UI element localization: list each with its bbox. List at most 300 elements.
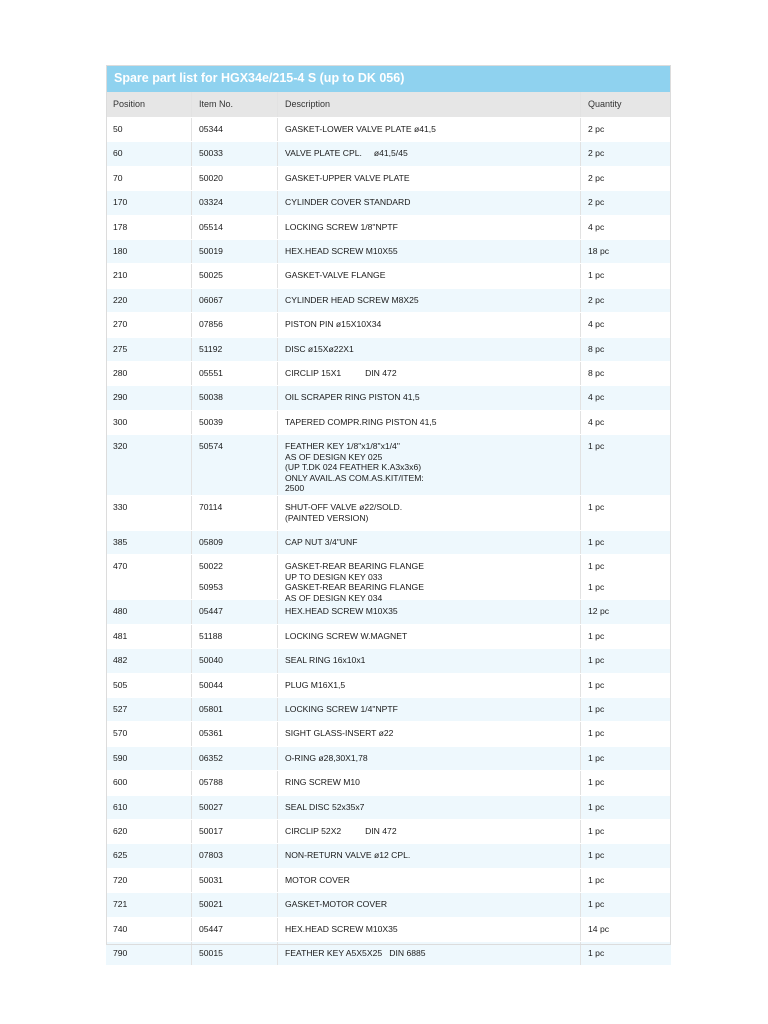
quantity-cell-text: 1 pc: [588, 537, 605, 548]
item-no-cell-text: 50039: [199, 416, 223, 427]
item-no-cell: [192, 698, 278, 721]
description-cell-text: CYLINDER COVER STANDARD: [285, 197, 411, 208]
quantity-cell: [581, 722, 671, 745]
position-cell-text: 60: [113, 148, 123, 159]
position-cell: [106, 362, 192, 385]
item-no-cell: [192, 313, 278, 336]
position-cell: [106, 796, 192, 819]
position-cell: [106, 118, 192, 141]
table-row: [106, 435, 671, 496]
description-cell-text: DISC ø15Xø22X1: [285, 343, 354, 354]
quantity-cell-text: 4 pc: [588, 416, 605, 427]
description-cell: [278, 942, 581, 965]
position-cell-text: 210: [113, 270, 128, 281]
quantity-cell-text: 1 pc: [588, 947, 605, 958]
description-cell: [278, 722, 581, 745]
item-no-cell: [192, 722, 278, 745]
position-cell-text: 527: [113, 704, 128, 715]
quantity-cell: [581, 893, 671, 916]
description-cell-text: GASKET-REAR BEARING FLANGE: [285, 582, 424, 593]
description-cell-text: AS OF DESIGN KEY 025: [285, 451, 383, 462]
description-cell-text: RING SCREW M10: [285, 777, 360, 788]
quantity-cell-text: 2 pc: [588, 172, 605, 183]
description-cell-text: TAPERED COMPR.RING PISTON 41,5: [285, 416, 437, 427]
item-no-cell-text: 05447: [199, 606, 223, 617]
table-row: [106, 362, 671, 386]
quantity-cell: [581, 264, 671, 287]
position-cell: [106, 918, 192, 941]
quantity-cell: [581, 820, 671, 843]
position-cell-text: 280: [113, 367, 128, 378]
description-cell-text: GASKET-UPPER VALVE PLATE: [285, 172, 410, 183]
description-cell: [278, 555, 581, 603]
quantity-cell: [581, 649, 671, 672]
item-no-cell-text: 51192: [199, 343, 223, 354]
position-cell-text: 482: [113, 655, 128, 666]
position-cell: [106, 435, 192, 495]
position-cell: [106, 289, 192, 312]
item-no-cell-text: 06352: [199, 752, 223, 763]
quantity-cell-text: 8 pc: [588, 343, 605, 354]
column-header-item-no: Item No.: [192, 92, 278, 117]
table-row: [106, 674, 671, 698]
table-row: [106, 264, 671, 288]
position-cell-text: 481: [113, 630, 128, 641]
item-no-cell: [192, 435, 278, 495]
description-cell: [278, 747, 581, 770]
description-cell: [278, 820, 581, 843]
item-no-cell: [192, 240, 278, 263]
item-no-cell: [192, 844, 278, 867]
description-cell: [278, 142, 581, 165]
item-no-cell: [192, 191, 278, 214]
description-cell: [278, 191, 581, 214]
description-cell-text: UP TO DESIGN KEY 033: [285, 571, 383, 582]
position-cell: [106, 167, 192, 190]
position-cell: [106, 313, 192, 336]
item-no-cell: [192, 289, 278, 312]
table-row: [106, 844, 671, 868]
description-cell-text: GASKET-VALVE FLANGE: [285, 270, 386, 281]
position-cell-text: 270: [113, 319, 128, 330]
quantity-cell: [581, 844, 671, 867]
quantity-cell-text: 14 pc: [588, 923, 610, 934]
item-no-cell-text: 05551: [199, 367, 223, 378]
item-no-cell-text: 50025: [199, 270, 223, 281]
description-cell-text: ONLY AVAIL.AS COM.AS.KIT/ITEM:: [285, 472, 424, 483]
quantity-cell-text: 1 pc: [588, 752, 605, 763]
description-cell-text: FEATHER KEY 1/8"x1/8"x1/4": [285, 441, 400, 452]
item-no-cell-text: 06067: [199, 294, 223, 305]
table-row: [106, 240, 671, 264]
table-row: [106, 893, 671, 917]
item-no-cell-text: 05447: [199, 923, 223, 934]
item-no-cell: [192, 796, 278, 819]
item-no-cell: [192, 555, 278, 599]
item-no-cell: [192, 649, 278, 672]
quantity-cell-text: 1 pc: [588, 874, 605, 885]
quantity-cell: [581, 555, 671, 599]
description-cell: [278, 649, 581, 672]
position-cell-text: 300: [113, 416, 128, 427]
item-no-cell-text: [199, 572, 277, 583]
quantity-cell: [581, 118, 671, 141]
description-cell: [278, 240, 581, 263]
description-cell: [278, 674, 581, 697]
quantity-cell: [581, 918, 671, 941]
column-header-position: Position: [106, 92, 192, 117]
table-row: [106, 531, 671, 555]
table-row: [106, 167, 671, 191]
position-cell-text: 170: [113, 197, 128, 208]
item-no-cell-text: 05809: [199, 537, 223, 548]
description-cell: [278, 796, 581, 819]
item-no-cell-text: 50019: [199, 245, 223, 256]
position-cell-text: 220: [113, 294, 128, 305]
item-no-cell-text: 50020: [199, 172, 223, 183]
item-no-cell-text: 05801: [199, 704, 223, 715]
description-cell-text: LOCKING SCREW 1/4"NPTF: [285, 704, 398, 715]
table-row: [106, 118, 671, 142]
item-no-cell: [192, 338, 278, 361]
description-cell: [278, 411, 581, 434]
quantity-cell: [581, 496, 671, 530]
position-cell-text: 721: [113, 899, 128, 910]
position-cell: [106, 555, 192, 599]
position-cell-text: 70: [113, 172, 123, 183]
position-cell: [106, 820, 192, 843]
position-cell-text: 385: [113, 537, 128, 548]
item-no-cell-text: 50574: [199, 441, 223, 452]
quantity-cell: [581, 313, 671, 336]
description-cell: [278, 264, 581, 287]
table-row: [106, 411, 671, 435]
item-no-cell: [192, 216, 278, 239]
item-no-cell-text: 50022: [199, 561, 223, 572]
description-cell-text: OIL SCRAPER RING PISTON 41,5: [285, 392, 420, 403]
table-row: [106, 313, 671, 337]
description-cell: [278, 496, 581, 530]
description-cell: [278, 893, 581, 916]
position-cell: [106, 531, 192, 554]
quantity-cell: [581, 167, 671, 190]
item-no-cell: [192, 362, 278, 385]
position-cell: [106, 942, 192, 965]
position-cell: [106, 191, 192, 214]
item-no-cell-text: 05514: [199, 221, 223, 232]
item-no-cell: [192, 118, 278, 141]
item-no-cell-text: 50033: [199, 148, 223, 159]
quantity-cell-text: 8 pc: [588, 367, 605, 378]
description-cell-text: 2500: [285, 483, 305, 494]
quantity-cell-text: 1 pc: [588, 850, 605, 861]
description-cell-text: LOCKING SCREW 1/8"NPTF: [285, 221, 398, 232]
item-no-cell: [192, 386, 278, 409]
table-header: [106, 92, 671, 118]
item-no-cell-text: 50038: [199, 392, 223, 403]
item-no-cell-text: 50040: [199, 655, 223, 666]
item-no-cell-text: 05344: [199, 124, 223, 134]
description-cell-text: (PAINTED VERSION): [285, 512, 369, 523]
position-cell-text: 50: [113, 124, 123, 134]
table-row: [106, 771, 671, 795]
description-cell-text: CAP NUT 3/4"UNF: [285, 537, 358, 548]
description-cell-text: GASKET-REAR BEARING FLANGE: [285, 561, 424, 572]
quantity-cell: [581, 362, 671, 385]
description-cell-text: HEX.HEAD SCREW M10X35: [285, 923, 398, 934]
quantity-cell-text: 1 pc: [588, 704, 605, 715]
position-cell: [106, 747, 192, 770]
description-cell-text: SEAL DISC 52x35x7: [285, 801, 365, 812]
description-cell: [278, 362, 581, 385]
quantity-cell-text: 12 pc: [588, 606, 610, 617]
description-cell: [278, 338, 581, 361]
quantity-cell: [581, 869, 671, 892]
item-no-cell: [192, 411, 278, 434]
position-cell: [106, 722, 192, 745]
quantity-cell-text: 1 pc: [588, 899, 605, 910]
column-header-quantity: Quantity: [588, 99, 622, 109]
item-no-cell: [192, 531, 278, 554]
description-cell: [278, 313, 581, 336]
table-row: [106, 142, 671, 166]
table-row: [106, 191, 671, 215]
description-cell-text: LOCKING SCREW W.MAGNET: [285, 630, 408, 641]
position-cell-text: 178: [113, 221, 128, 232]
item-no-cell-text: 50021: [199, 899, 223, 910]
item-no-cell-text: 50953: [199, 582, 223, 593]
item-no-cell-text: 07803: [199, 850, 223, 861]
description-cell-text: AS OF DESIGN KEY 034: [285, 592, 383, 603]
quantity-cell-text: 1 pc: [588, 441, 605, 452]
table-row: [106, 649, 671, 673]
table-row: [106, 869, 671, 893]
position-cell: [106, 411, 192, 434]
quantity-cell: [581, 698, 671, 721]
position-cell-text: 570: [113, 728, 128, 739]
table-row: [106, 722, 671, 746]
item-no-cell-text: 50044: [199, 679, 223, 690]
description-cell-text: SIGHT GLASS-INSERT ø22: [285, 728, 394, 739]
item-no-cell-text: 50027: [199, 801, 223, 812]
quantity-cell-text: 4 pc: [588, 221, 605, 232]
position-cell-text: 290: [113, 392, 128, 403]
item-no-cell: [192, 496, 278, 530]
table-row: [106, 496, 671, 531]
description-cell-text: SEAL RING 16x10x1: [285, 655, 366, 666]
description-cell: [278, 386, 581, 409]
table-row: [106, 289, 671, 313]
quantity-cell: [581, 747, 671, 770]
description-cell: [278, 289, 581, 312]
spare-parts-table: [106, 65, 671, 966]
description-cell: [278, 531, 581, 554]
position-cell: [106, 240, 192, 263]
description-cell: [278, 118, 581, 141]
quantity-cell-text: 2 pc: [588, 124, 605, 134]
item-no-cell-text: 50031: [199, 874, 223, 885]
position-cell: [106, 844, 192, 867]
description-cell: [278, 216, 581, 239]
item-no-cell-text: 70114: [199, 502, 223, 513]
quantity-cell-text: 1 pc: [588, 679, 605, 690]
position-cell: [106, 386, 192, 409]
quantity-cell-text: 1 pc: [588, 777, 605, 788]
quantity-cell: [581, 531, 671, 554]
description-cell-text: PLUG M16X1,5: [285, 679, 346, 690]
position-cell: [106, 216, 192, 239]
position-cell: [106, 649, 192, 672]
table-row: [106, 555, 671, 603]
description-cell-text: MOTOR COVER: [285, 874, 350, 885]
quantity-cell-text: 1 pc: [588, 655, 605, 666]
quantity-cell-text: 1 pc: [588, 502, 605, 513]
position-cell-text: 180: [113, 245, 128, 256]
column-header-description: Description: [278, 92, 581, 117]
description-cell-text: CIRCLIP 15X1 DIN 472: [285, 367, 397, 378]
quantity-cell-text: 2 pc: [588, 197, 605, 208]
position-cell-text: 790: [113, 947, 128, 958]
table-row: [106, 386, 671, 410]
table-row: [106, 942, 671, 966]
position-cell: [106, 338, 192, 361]
item-no-cell: [192, 942, 278, 965]
quantity-cell: [581, 674, 671, 697]
position-cell-text: 620: [113, 825, 128, 836]
table-row: [106, 338, 671, 362]
description-cell-text: CYLINDER HEAD SCREW M8X25: [285, 294, 419, 305]
description-cell: [278, 625, 581, 648]
position-cell: [106, 625, 192, 648]
position-cell: [106, 771, 192, 794]
item-no-cell-text: 05788: [199, 777, 223, 788]
position-cell: [106, 893, 192, 916]
table-row: [106, 216, 671, 240]
position-cell: [106, 264, 192, 287]
quantity-cell: [581, 216, 671, 239]
quantity-cell: [581, 625, 671, 648]
table-row: [106, 698, 671, 722]
item-no-cell: [192, 600, 278, 623]
table-row: [106, 796, 671, 820]
quantity-cell-text: 1 pc: [588, 728, 605, 739]
description-cell-text: GASKET-MOTOR COVER: [285, 899, 388, 910]
position-cell: [106, 698, 192, 721]
position-cell-text: 610: [113, 801, 128, 812]
description-cell-text: GASKET-LOWER VALVE PLATE ø41,5: [285, 124, 436, 134]
description-cell-text: NON-RETURN VALVE ø12 CPL.: [285, 850, 411, 861]
position-cell: [106, 674, 192, 697]
quantity-cell-text: 1 pc: [588, 801, 605, 812]
position-cell-text: 330: [113, 502, 128, 513]
description-cell-text: CIRCLIP 52X2 DIN 472: [285, 825, 397, 836]
quantity-cell-text: 4 pc: [588, 392, 605, 403]
quantity-cell: [581, 289, 671, 312]
table-body: [106, 118, 671, 966]
item-no-cell: [192, 771, 278, 794]
quantity-cell: [581, 191, 671, 214]
table-title: Spare part list for HGX34e/215-4 S (up to DK 056): [106, 65, 671, 92]
description-cell: [278, 167, 581, 190]
quantity-cell: [581, 435, 671, 495]
position-cell-text: 320: [113, 441, 128, 452]
item-no-cell-text: 50015: [199, 947, 223, 958]
quantity-cell-text: 1 pc: [588, 270, 605, 281]
quantity-cell: [581, 771, 671, 794]
description-cell-text: VALVE PLATE CPL. ø41,5/45: [285, 148, 408, 159]
description-cell: [278, 435, 581, 495]
position-cell-text: 625: [113, 850, 128, 861]
description-cell-text: (UP T.DK 024 FEATHER K.A3x3x6): [285, 462, 422, 473]
description-cell: [278, 869, 581, 892]
position-cell-text: 740: [113, 923, 128, 934]
item-no-cell-text: 50017: [199, 825, 223, 836]
position-cell-text: 720: [113, 874, 128, 885]
quantity-cell-text: 2 pc: [588, 148, 605, 159]
quantity-cell: [581, 796, 671, 819]
item-no-cell-text: 03324: [199, 197, 223, 208]
item-no-cell: [192, 167, 278, 190]
quantity-cell-text: 1 pc: [588, 630, 605, 641]
position-cell: [106, 142, 192, 165]
table-row: [106, 625, 671, 649]
quantity-cell-text: 4 pc: [588, 319, 605, 330]
item-no-cell-text: 07856: [199, 319, 223, 330]
quantity-cell: [581, 600, 671, 623]
quantity-cell-text: 2 pc: [588, 294, 605, 305]
description-cell: [278, 771, 581, 794]
table-row: [106, 918, 671, 942]
item-no-cell: [192, 674, 278, 697]
quantity-cell: [581, 240, 671, 263]
position-cell: [106, 600, 192, 623]
quantity-cell: [581, 386, 671, 409]
description-cell-text: PISTON PIN ø15X10X34: [285, 319, 382, 330]
position-cell: [106, 496, 192, 530]
item-no-cell: [192, 820, 278, 843]
position-cell-text: 505: [113, 679, 128, 690]
position-cell-text: 275: [113, 343, 128, 354]
item-no-cell: [192, 893, 278, 916]
description-cell-text: FEATHER KEY A5X5X25 DIN 6885: [285, 947, 426, 958]
description-cell: [278, 844, 581, 867]
quantity-cell: [581, 942, 671, 965]
quantity-cell-text: 1 pc: [588, 582, 605, 593]
description-cell-text: SHUT-OFF VALVE ø22/SOLD.: [285, 502, 403, 513]
item-no-cell: [192, 869, 278, 892]
quantity-cell: [581, 338, 671, 361]
item-no-cell: [192, 142, 278, 165]
item-no-cell: [192, 264, 278, 287]
quantity-cell-text: 1 pc: [588, 561, 605, 572]
quantity-cell: [581, 142, 671, 165]
position-cell-text: 480: [113, 606, 128, 617]
item-no-cell-text: 05361: [199, 728, 223, 739]
item-no-cell-text: 51188: [199, 630, 223, 641]
description-cell-text: O-RING ø28,30X1,78: [285, 752, 368, 763]
item-no-cell: [192, 747, 278, 770]
position-cell-text: 470: [113, 561, 128, 572]
table-row: [106, 600, 671, 624]
position-cell-text: 600: [113, 777, 128, 788]
description-cell-text: HEX.HEAD SCREW M10X35: [285, 606, 398, 617]
description-cell: [278, 918, 581, 941]
quantity-cell-text: 18 pc: [588, 245, 610, 256]
description-cell: [278, 600, 581, 623]
table-row: [106, 820, 671, 844]
quantity-cell-text: 1 pc: [588, 825, 605, 836]
table-row: [106, 747, 671, 771]
